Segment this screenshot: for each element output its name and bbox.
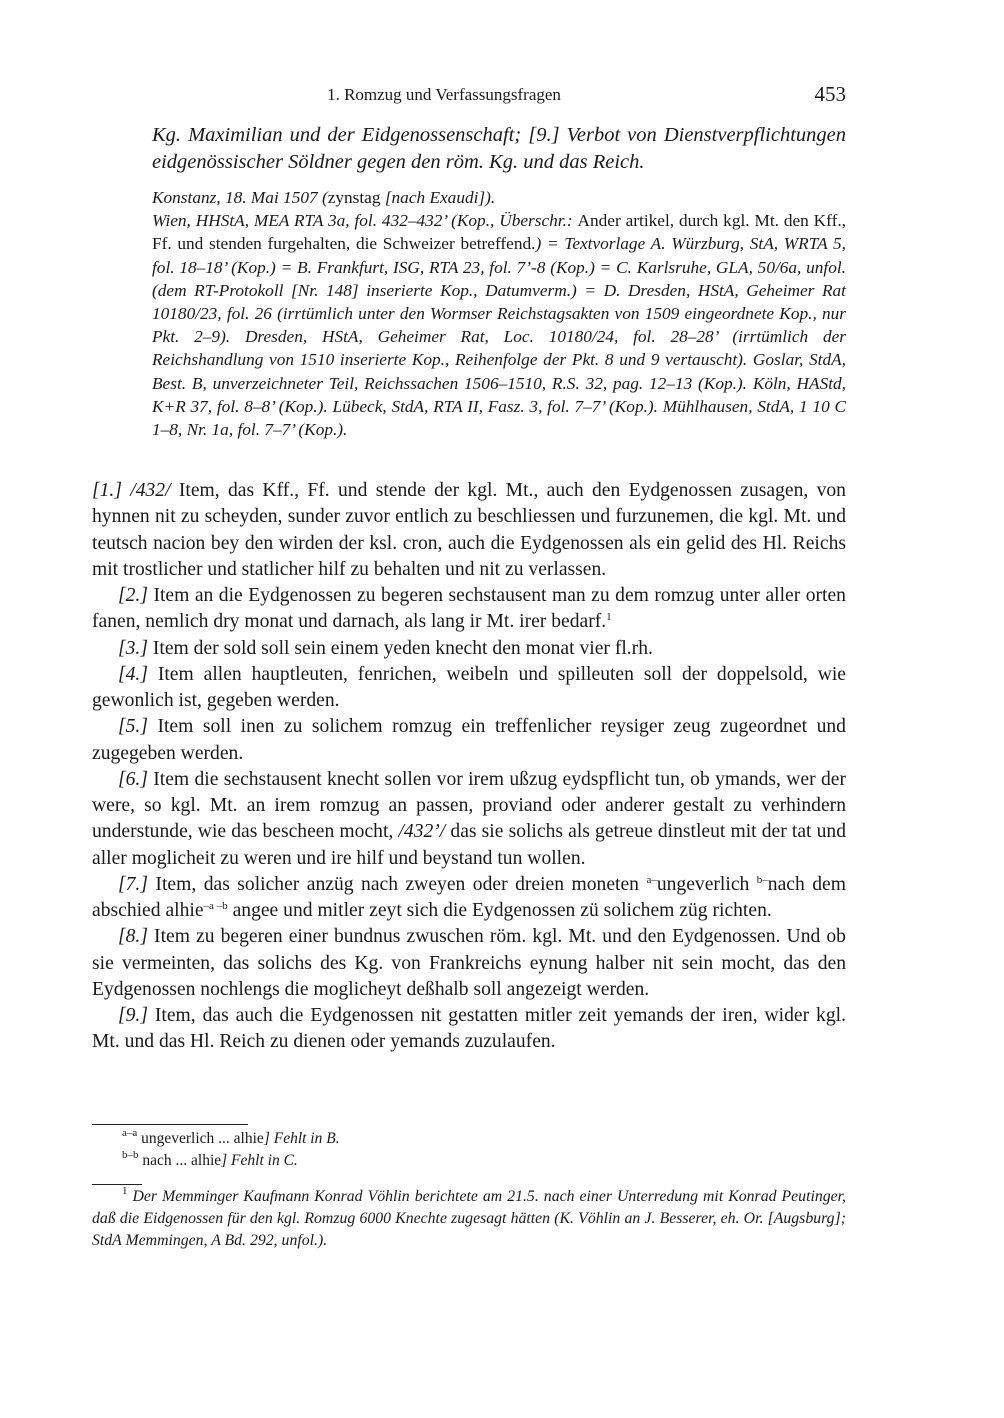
article-paragraph [92,636,846,662]
variant-notes-rule [92,1124,248,1125]
italic-text: [5.] [118,716,158,738]
text-segment: nach ... alhie [138,1152,222,1169]
italic-text: [8.] [118,926,155,948]
text-segment: Item, das solicher anzüg nach zweyen oder dreien moneten [155,873,647,895]
italic-text: /432’/ [398,821,451,843]
text-segment: Item, das Kff., Ff. und stende der kgl. Mt., auch den Eydgenossen zusagen, von hynnen nit zu scheyden, sunder zuvor entlich zu beschliessen und furzunemen, die kgl. Mt. und teutsch nacion bey den wirden der ksl. cron, auch die Eydgenossen als ein gelid des Hl. Reichs mit trostlicher und statlicher hilf zu behalten und nit zu verlassen. [92,480,846,580]
main-text [92,478,846,1056]
page-number: 453 [814,82,846,106]
text-segment: zynstag [327,188,385,207]
variant-note [122,1128,340,1150]
text-segment: Item soll inen zu solichem romzug ein treffenlicher reysiger zeug zugeordnet und zugegeben werden. [92,716,846,764]
article-paragraph [92,1003,846,1056]
text-segment: angee und mitler zeyt sich die Eydgenossen zü solichem züg richten. [227,900,772,921]
document-title: Kg. Maximilian und der Eidgenossenschaft; [9.] Verbot von Dienstverpflichtungen eidgenössischer Söldner gegen den röm. Kg. und das Reich. [152,124,846,173]
italic-text: [6.] [118,768,154,790]
running-title: 1. Romzug und Verfassungsfragen [327,85,561,104]
text-segment: Item allen hauptleuten, fenrichen, weibeln und spilleuten soll der doppelsold, wie gewonlich ist, gegeben werden. [92,663,846,711]
italic-text: [3.] [118,637,153,659]
text-segment: das sie solichs als getreue dinstleut mit der tat und aller moglicheit zu weren und ire hilf und beystand tun wollen. [92,821,846,869]
text-segment: Der Memminger Kaufmann Konrad Vöhlin berichtete am 21.5. nach einer Unterredung mit Konrad Peutinger, daß die Eidgenossen für den kgl. Romzug 6000 Knechte zugesagt hätten (K. Vöhlin an J. Besserer, eh. Or. [Augsburg]; StdA Memmingen, A Bd. 292, unfol.). [92,1188,846,1249]
article-paragraph [92,714,846,767]
italic-text: [9.] [118,1005,155,1026]
italic-text: [7.] [118,873,156,895]
article-paragraph [92,662,846,715]
variant-notes [122,1128,340,1172]
note-marker: 1 [122,1185,128,1197]
text-segment: nach dem abschied alhie [92,873,846,921]
note-marker: a– [646,873,657,886]
note-marker: a–a [122,1127,138,1139]
variant-note [122,1150,340,1172]
footnotes-rule [92,1184,142,1185]
italic-text: Konstanz, 18. Mai 1507 ( [152,188,328,207]
article-paragraph [92,478,846,583]
text-segment: Item, das auch die Eydgenossen nit gestatten mitler zeit yemands der iren, wider kgl. Mt. und das Hl. Reich zu dienen oder yemands zuzulaufen. [92,1005,846,1053]
text-segment: ungeverlich [656,873,757,895]
text-segment: Item die sechstausent knecht sollen vor irem ußzug eydspflicht tun, ob ymands, wer der were, so kgl. Mt. an irem romzug an passen, proviand oder anderer gestalt zu verhindern understunde, wie das bescheen mocht, [92,768,846,843]
text-segment: Ander artikel, durch kgl. Mt. den Kff., Ff. und stenden furgehalten, die Schweizer betreffend. [152,211,846,254]
text-segment: ungeverlich ... alhie [137,1130,264,1147]
note-marker: b–b [122,1149,139,1161]
note-marker: b– [756,873,768,886]
italic-text: [nach Exaudi]). [384,188,496,207]
text-segment: Item an die Eydgenossen zu begeren sechstausent man zu dem romzug unter aller orten fanen, nemlich dry monat und darnach, als lang ir Mt. irer bedarf. [92,585,846,633]
note-marker: 1 [606,611,612,624]
footnote [92,1186,846,1252]
italic-text: Wien, HHStA, MEA RTA 3a, fol. 432–432’ (Kop., Überschr.: [152,211,578,231]
italic-text: ] Fehlt in C. [221,1152,298,1169]
italic-text: [4.] [118,663,158,685]
italic-text: [1.] /432/ [92,480,179,501]
article-paragraph [92,872,846,925]
running-header [92,82,846,108]
article-paragraph [92,583,846,636]
italic-text: ) = Textvorlage A. Würzburg, StA, WRTA 5, fol. 18–18’ (Kop.) = B. Frankfurt, ISG, RTA 23, fol. 7’-8 (Kop.) = C. Karlsruhe, GLA, 50/6a, unfol. (dem RT-Protokoll [Nr. 148] inserierte Kop., Datumverm.) = D. Dresden, HStA, Geheimer Rat 10180/23, fol. 26 (irrtümlich unter den Wormser Reichstagsakten von 1509 eingeordnete Kop., nur Pkt. 2–9). Dresden, HStA, Geheimer Rat, Loc. 10180/24, fol. 28–28’ (irrtümlich der Reichshandlung von 1510 inserierte Kop., Reihenfolge der Pkt. 8 und 9 vertauscht). Goslar, StdA, Best. B, unverzeichneter Teil, Reichssachen 1506–1510, R.S. 32, pag. 12–13 (Kop.). Köln, HAStd, K+R 37, fol. 8–8’ (Kop.). Lübeck, StdA, RTA II, Fasz. 3, fol. 7–7’ (Kop.). Mühlhausen, StdA, 1 10 C 1–8, Nr. 1a, fol. 7–7’ (Kop.). [152,234,846,440]
article-paragraph [92,767,846,872]
note-marker: –a –b [203,900,228,912]
footnotes [92,1186,846,1252]
text-segment: Item zu begeren einer bundnus zwuschen röm. kgl. Mt. und den Eydgenossen. Und ob sie vermeinten, das solichs des Kg. von Frankreichs eynung halber nit sein mocht, das den Eydgenossen nochlengs die moglicheyt deßhalb soll angezeigt werden. [92,926,846,1000]
source-apparatus [152,186,846,441]
italic-text: ] Fehlt in B. [263,1130,340,1147]
article-paragraph [92,924,846,1003]
text-segment: Item der sold soll sein einem yeden knecht den monat vier fl.rh. [152,637,653,659]
italic-text: [2.] [118,585,154,606]
